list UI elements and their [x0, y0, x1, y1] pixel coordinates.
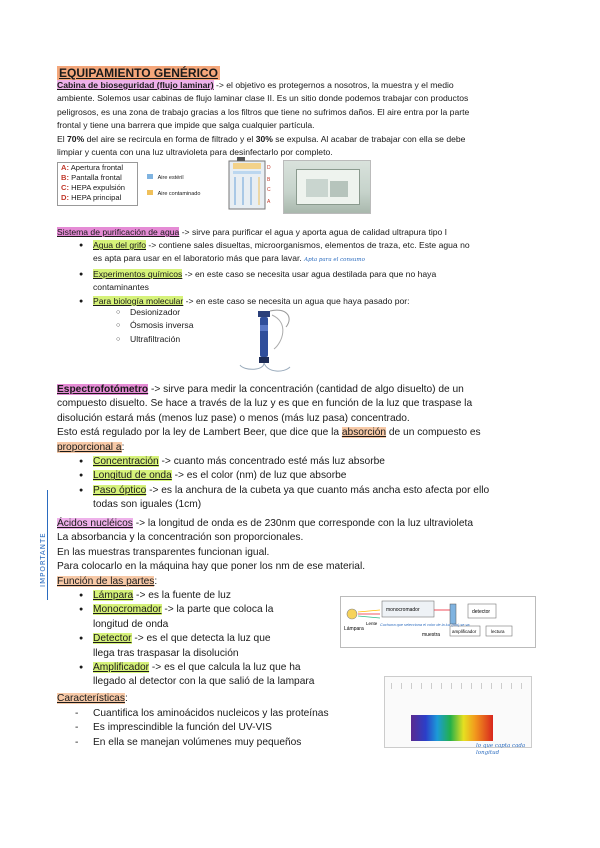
cabina-section: Cabina de bioseguridad (flujo laminar) -> el objetivo es protegernos a nosotros, la muestra y el medio ambiente. Solemos usar cabinas de flujo laminar clase II. Es un sitio donde podemos trabajar con productos peligrosos, es una zona de trabajo gracias a los filtros que tiene no sufrimos daños. El aire entra por la parte frontal y tiene una barrera que impide que salga cualquier partícula. El 70% del aire se recircula en forma de filtrado y el 30% se expulsa. Al acabar de trabajar con ella se debe limpiar y cuenta con una luz ultravioleta para desinfectarlo por completo. [57, 80, 470, 158]
amplificador-label: amplificador [452, 629, 477, 634]
agua-term: Sistema de purificación de agua [57, 227, 180, 237]
cabinet-diagram [223, 155, 275, 215]
cabina-term: Cabina de bioseguridad (flujo laminar) [57, 80, 214, 90]
caract-title: Características: [57, 693, 128, 704]
diagram-letter-c: C [267, 187, 271, 193]
diagram-letter-d: D [267, 165, 271, 171]
agua-sublist: ○ Desionizador ○ Ósmosis inversa ○ Ultrafiltración [130, 306, 250, 346]
caract-list: - Cuantifica los aminoácidos nucleicos y las proteínas - Es imprescindible la función del UV-VIS - En ella se manejan volúmenes muy pequeños [93, 707, 393, 750]
espectro-term: Espectrofotómetro [57, 384, 149, 395]
page-title: EQUIPAMIENTO GENÉRICO [59, 66, 218, 80]
espectro-section: Espectrofotómetro -> sirve para medir la concentración (cantidad de algo disuelto) de un compuesto disuelto. Se hace a través de la luz y es que en función de la luz que traspase la disolución estará más (menos luz pase) o menos (más luz pasa) concentrado. Esto está regulado por la ley de Lambert Beer, que dice que la absorción de un compuesto es proporcional a: [57, 384, 481, 453]
lampara-label: Lámpara [344, 626, 364, 632]
agua-handnote: Apta para el consumo [304, 257, 365, 264]
cabina-legend: A: Apertura frontal B: Pantalla frontal C: HEPA expulsión D: HEPA principal [57, 162, 138, 206]
diagram-handnote: Cuchurra que selecciona el color de la luz (nm) se va [380, 623, 470, 627]
agua-section: Sistema de purificación de agua -> sirve para purificar el agua y aporta agua de calidad ultrapura tipo I [57, 227, 448, 237]
water-purifier-image [234, 303, 298, 375]
importante-side-note: IMPORTANTE [36, 490, 50, 600]
agua-list: ● Agua del grifo -> contiene sales disueltas, microorganismos, elementos de traza, etc. Este agua no es apta para usar en el laboratorio más que para lavar. Apta para el consumo ● Experimentos químicos -> en este caso se necesita usar agua destilada para que no haya contaminantes ● Para biología molecular -> en este caso se necesita un agua que haya pasado por: [93, 239, 543, 308]
lectura-label: lectura [491, 629, 505, 634]
espectro-list: ● Concentración -> cuanto más concentrado esté más luz absorbe ● Longitud de onda -> es el color (nm) de luz que absorbe ● Paso óptico -> es la anchura de la cubeta ya que cuanto más ancha esto afecta por ello todas son iguales (1cm) [93, 455, 533, 513]
espectro-paragraphs: Ácidos nucléicos -> la longitud de onda es de 230nm que corresponde con la luz ultravioleta La absorbancia y la concentración son proporcionales. En las muestras transparentes funcionan igual. Para colocarlo en la máquina hay que poner los nm de ese material. Función de las partes: [57, 518, 473, 587]
spectrophotometer-diagram [340, 596, 536, 648]
partes-list: ● Lámpara -> es la fuente de luz ● Monocromador -> la parte que coloca la longitud de onda ● Detector -> es el que detecta la luz que llega tras traspasar la disolución ● Amplificador -> es el que calcula la luz que ha llegado al detector con la que salió de la lampara [93, 589, 353, 690]
diagram-letter-b: B [267, 177, 271, 183]
svg-text:Lente: Lente [366, 621, 378, 626]
spectrum-handnote: lo que capta cada longitud [476, 743, 526, 756]
muestra-label: muestra [422, 632, 441, 638]
spectrum-gradient [411, 715, 493, 741]
spectrum-figure [384, 676, 532, 748]
detector-label: detector [472, 609, 491, 615]
diagram-letter-a: A [267, 199, 271, 205]
air-legend: Aire estéril Aire contaminado [147, 170, 200, 202]
cabinet-photo [283, 160, 371, 214]
monocromador-label: monocromador [386, 607, 420, 613]
